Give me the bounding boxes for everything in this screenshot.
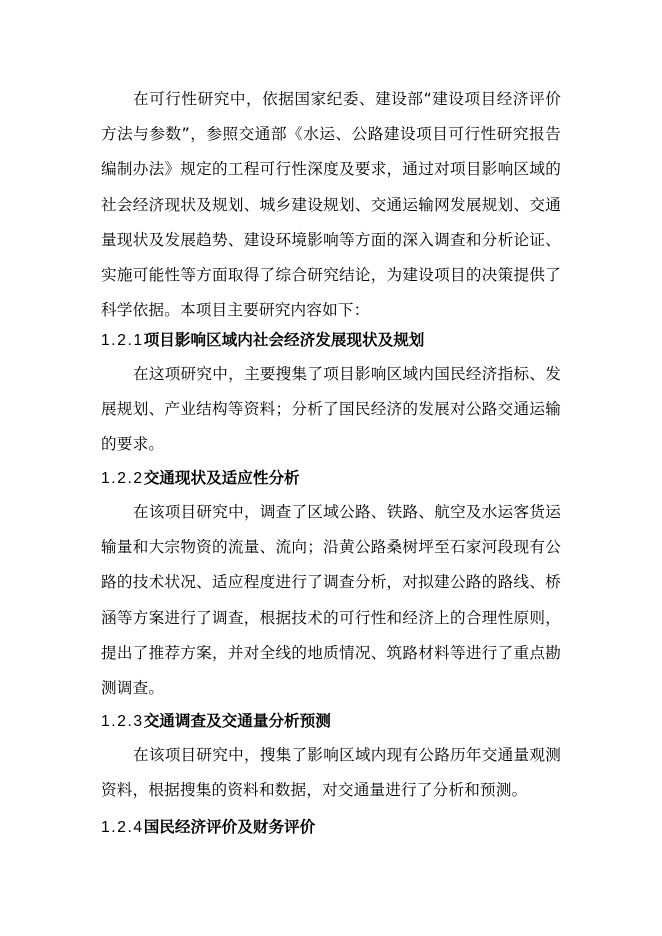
section-number: 1.2.2 bbox=[101, 470, 144, 487]
section-body-1-2-1: 在这项研究中，主要搜集了项目影响区域内国民经济指标、发展规划、产业结构等资料；分析了国民经济的发展对公路交通运输的要求。 bbox=[101, 365, 561, 454]
section-heading-1-2-2 bbox=[101, 466, 561, 491]
section-heading-1-2-4 bbox=[101, 815, 561, 840]
section-body-1-2-3: 在该项目研究中，搜集了影响区域内现有公路历年交通量观测资料，根据搜集的资料和数据，对交通量进行了分析和预测。 bbox=[101, 746, 561, 800]
section-title: 交通调查及交通量分析预测 bbox=[143, 712, 331, 730]
section-title: 项目影响区域内社会经济发展现状及规划 bbox=[143, 331, 425, 349]
section-title: 国民经济评价及财务评价 bbox=[143, 818, 316, 836]
section-body-1-2-2: 在该项目研究中，调查了区域公路、铁路、航空及水运客货运输量和大宗物资的流量、流向；沿黄公路桑树坪至石家河段现有公路的技术状况、适应程度进行了调查分析，对拟建公路的路线、桥涵等方案进行了调查，根据技术的可行性和经济上的合理性原则，提出了推荐方案，并对全线的地质情况、筑路材料等进行了重点勘测调查。 bbox=[101, 503, 561, 698]
section-heading-1-2-3 bbox=[101, 709, 561, 734]
section-number: 1.2.1 bbox=[101, 332, 144, 349]
intro-paragraph: 在可行性研究中，依据国家纪委、建设部“建设项目经济评价方法与参数”，参照交通部《水运、公路建设项目可行性研究报告编制办法》规定的工程可行性深度及要求，通过对项目影响区域的社会经济现状及规划、城乡建设规划、交通运输网发展规划、交通量现状及发展趋势、建设环境影响等方面的深入调查和分析论证、实施可能性等方面取得了综合研究结论，为建设项目的决策提供了科学依据。本项目主要研究内容如下： bbox=[101, 90, 561, 320]
section-number: 1.2.3 bbox=[101, 713, 144, 730]
section-heading-1-2-1 bbox=[101, 328, 561, 353]
section-number: 1.2.4 bbox=[101, 819, 144, 836]
section-title: 交通现状及适应性分析 bbox=[143, 469, 300, 487]
